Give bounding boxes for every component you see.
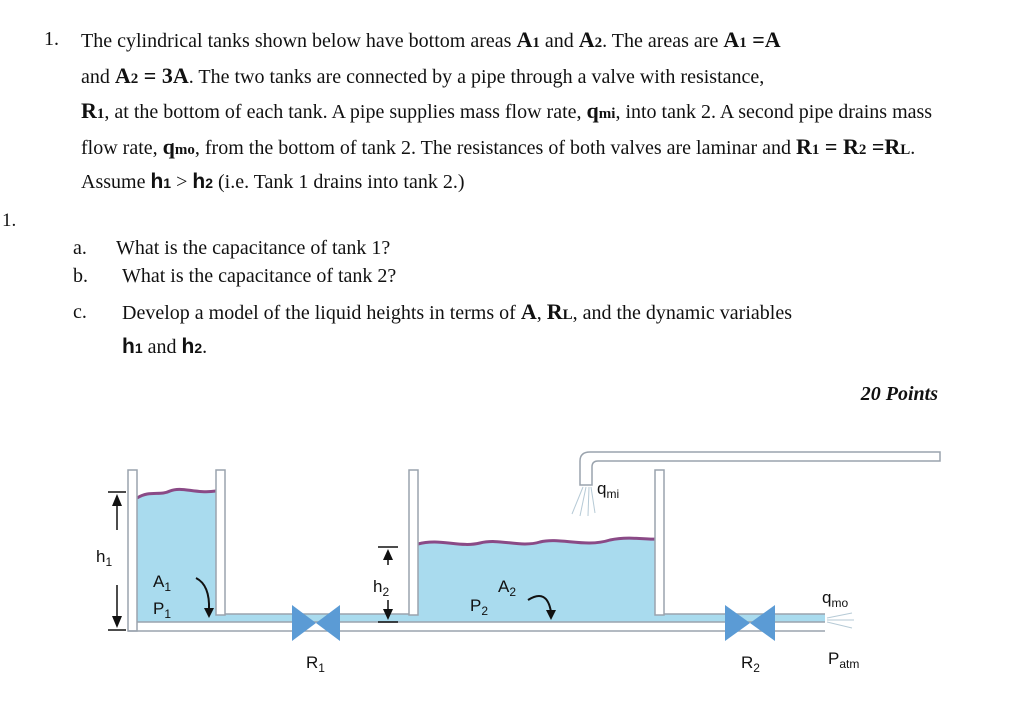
tank2-water: [418, 538, 655, 622]
label-qmo: $q_{mo}$: [822, 588, 849, 610]
label-A2: $A_2$: [498, 577, 517, 599]
h2-symbol: h2: [192, 170, 213, 193]
problem-number: 1.: [44, 28, 59, 50]
label-A1: $A_1$: [153, 572, 172, 594]
problem-body: The cylindrical tanks shown below have bottom areas A1 and A2. The areas are A1 =A and A2 = 3A. The two tanks are connected by a pipe through a valve with resistance, R1, at the bottom of each tank. A pipe supplies mass flow rate, qmi, into tank 2. A second pipe drains mass flow rate, qmo, from the bottom of tank 2. The resistances of both valves are laminar and R1 = R2 =RL. Assume h1 > h2 (i.e. Tank 1 drains into tank 2.): [81, 27, 933, 193]
A1-equation: A1 =A: [723, 27, 781, 52]
label-R1: $R_1$: [306, 653, 325, 675]
label-P2: $P_2$: [470, 596, 489, 618]
part-c-label: c.: [73, 301, 87, 323]
part-c: c. Develop a model of the liquid heights in terms of A, RL, and the dynamic variables h1 and h2.: [70, 296, 950, 364]
part-c-h2: h2: [181, 335, 203, 358]
A1-symbol: A1: [516, 27, 540, 52]
label-Patm: $P_{atm}$: [828, 649, 860, 671]
part-b-label: b.: [73, 265, 88, 287]
A2-equation: A2 = 3A: [114, 62, 189, 88]
qmo-symbol: qmo: [162, 133, 195, 159]
A2-symbol: A2: [578, 27, 603, 52]
tank1-water: [137, 489, 216, 622]
label-R2: $R_2$: [741, 653, 760, 675]
part-a-text: What is the capacitance of tank 1?: [116, 237, 391, 259]
valve-R1-icon: [292, 605, 340, 641]
outer-item-number: 1.: [2, 210, 17, 231]
part-c-text: Develop a model of the liquid heights in terms of A, RL, and the dynamic variables: [122, 299, 792, 324]
label-h1: $h_1$: [96, 547, 113, 569]
h1-symbol: h1: [150, 170, 172, 193]
qmi-symbol: qmi: [586, 98, 616, 123]
supply-spray: [572, 487, 595, 516]
supply-pipe: [580, 452, 940, 485]
drain-spray: [827, 613, 854, 628]
resistance-equality: R1 = R2 =RL: [796, 133, 911, 159]
label-P1: $P_1$: [153, 599, 172, 621]
points-label: 20 Points: [860, 383, 938, 405]
part-c-h1: h1: [122, 335, 143, 358]
part-b-text: What is the capacitance of tank 2?: [122, 265, 397, 287]
label-qmi: $q_{mi}$: [597, 479, 620, 501]
part-a-label: a.: [73, 237, 87, 259]
R1-symbol: R1: [81, 98, 105, 123]
valve-R2-icon: [725, 605, 775, 641]
label-h2: $h_2$: [373, 577, 390, 599]
